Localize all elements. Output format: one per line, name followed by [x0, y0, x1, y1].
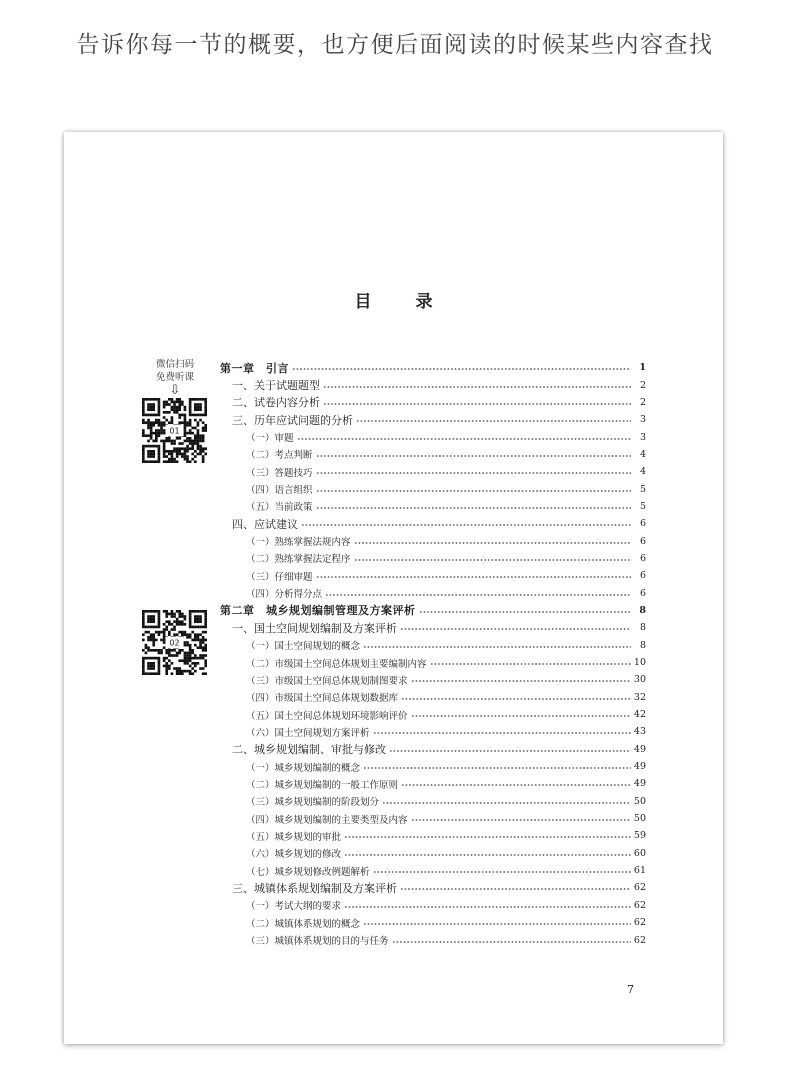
dot-leader	[400, 888, 631, 890]
toc-entry-title: 二、城乡规划编制、审批与修改	[232, 743, 386, 757]
qr-block-1	[142, 358, 208, 463]
toc-subsection-row[interactable]	[220, 550, 646, 567]
toc-entry-title: 二、试卷内容分析	[232, 396, 320, 410]
toc-section-row[interactable]	[220, 619, 646, 636]
toc-entry-title: 四、应试建议	[232, 517, 298, 531]
toc-entry-title: 三、历年应试问题的分析	[232, 413, 353, 427]
book-page	[64, 132, 723, 1044]
toc-section-row[interactable]	[220, 411, 646, 428]
toc-section-row[interactable]	[220, 394, 646, 411]
toc-entry-page: 49	[633, 778, 646, 790]
toc-entry-title: （三）答题技巧	[246, 467, 313, 479]
toc-entry-page: 8	[639, 639, 646, 651]
qr-code-number: 02	[169, 638, 180, 648]
qr-code-number: 01	[169, 426, 180, 436]
toc-entry-title: （一）城乡规划编制的概念	[246, 762, 361, 774]
toc-entry-title: （二）市级国土空间总体规划主要编制内容	[246, 658, 427, 670]
toc-subsection-row[interactable]	[220, 931, 646, 948]
toc-entry-page: 5	[639, 500, 646, 512]
toc-subsection-row[interactable]	[220, 775, 646, 792]
toc-entry-title: （五）国土空间总体规划环境影响评价	[246, 710, 408, 722]
toc-entry-title: （二）考点判断	[246, 450, 313, 462]
toc-entry-page: 32	[633, 691, 646, 703]
toc-entry-title: （三）城镇体系规划的目的与任务	[246, 936, 389, 948]
toc-subsection-row[interactable]	[220, 689, 646, 706]
qr-code-1[interactable]	[142, 398, 208, 463]
dot-leader	[373, 732, 631, 734]
toc-subsection-row[interactable]	[220, 827, 646, 844]
toc-entry-page: 49	[633, 743, 646, 755]
dot-leader	[316, 507, 631, 509]
toc-entry-title: （二）熟练掌握法定程序	[246, 554, 351, 566]
toc-entry-page: 50	[633, 795, 646, 807]
dot-leader	[401, 784, 631, 786]
qr-code-2[interactable]	[142, 610, 208, 675]
toc-entry-page: 62	[633, 899, 646, 911]
dot-leader	[363, 646, 631, 648]
toc-entry-title: 一、关于试题题型	[232, 379, 320, 393]
toc-chapter-row[interactable]	[220, 359, 646, 376]
toc-entry-title: （一）考试大纲的要求	[246, 901, 342, 913]
toc-entry-page: 6	[639, 570, 646, 582]
banner-caption: 告诉你每一节的概要，也方便后面阅读的时候某些内容查找	[76, 32, 714, 58]
toc-subsection-row[interactable]	[220, 463, 646, 480]
toc-entry-title: （三）城乡规划编制的阶段划分	[246, 797, 380, 809]
toc-entry-title: （四）分析得分点	[246, 589, 323, 601]
toc-entry-page: 60	[633, 847, 646, 859]
toc-entry-page: 1	[639, 362, 646, 374]
toc-entry-title: 一、国土空间规划编制及方案评析	[232, 621, 397, 635]
toc-entry-page: 62	[633, 917, 646, 929]
toc-subsection-row[interactable]	[220, 637, 646, 654]
toc-entry-page: 4	[639, 466, 646, 478]
toc-entry-page: 3	[639, 414, 646, 426]
dot-leader	[323, 386, 631, 388]
toc-entry-title: （五）城乡规划的审批	[246, 831, 342, 843]
toc-section-row[interactable]	[220, 515, 646, 532]
dot-leader	[316, 455, 631, 457]
dot-leader	[316, 490, 631, 492]
toc-chapter-row[interactable]	[220, 602, 646, 619]
toc-entry-page: 6	[639, 552, 646, 564]
toc-entry-page: 8	[639, 604, 646, 616]
toc-subsection-row[interactable]	[220, 723, 646, 740]
dot-leader	[316, 472, 631, 474]
dot-leader	[356, 420, 631, 422]
toc-entry-page: 2	[639, 379, 646, 391]
dot-leader	[344, 836, 631, 838]
qr-caption-line1: 微信扫码	[155, 359, 194, 370]
toc-subsection-row[interactable]	[220, 810, 646, 827]
toc-subsection-row[interactable]	[220, 428, 646, 445]
dot-leader	[323, 403, 631, 405]
toc-subsection-row[interactable]	[220, 567, 646, 584]
dot-leader	[297, 438, 631, 440]
toc-subsection-row[interactable]	[220, 793, 646, 810]
toc-entry-page: 6	[639, 518, 646, 530]
toc-entry-page: 3	[639, 431, 646, 443]
toc-subsection-row[interactable]	[220, 498, 646, 515]
toc-entry-title: （二）城镇体系规划的概念	[246, 918, 361, 930]
dot-leader	[401, 698, 631, 700]
dot-leader	[316, 576, 631, 578]
toc-subsection-row[interactable]	[220, 845, 646, 862]
toc-entry-title: （六）城乡规划的修改	[246, 849, 342, 861]
toc-entry-title: 三、城镇体系规划编制及方案评析	[232, 881, 397, 895]
toc-entry-page: 8	[639, 622, 646, 634]
toc-subsection-row[interactable]	[220, 654, 646, 671]
toc-entry-page: 62	[633, 934, 646, 946]
toc-section-row[interactable]	[220, 741, 646, 758]
toc-section-row[interactable]	[220, 376, 646, 393]
toc-entry-page: 2	[639, 396, 646, 408]
toc-entry-title: 第二章 城乡规划编制管理及方案评析	[220, 604, 416, 618]
toc-subsection-row[interactable]	[220, 671, 646, 688]
toc-entry-page: 49	[633, 761, 646, 773]
toc-entry-page: 6	[639, 535, 646, 547]
toc-section-row[interactable]	[220, 879, 646, 896]
toc-entry-title: （六）国土空间规划方案评析	[246, 727, 370, 739]
dot-leader	[363, 923, 631, 925]
toc-entry-title: （一）审题	[246, 433, 294, 445]
dot-leader	[400, 628, 631, 630]
toc-subsection-row[interactable]	[220, 706, 646, 723]
toc-subsection-row[interactable]	[220, 758, 646, 775]
dot-leader	[411, 680, 631, 682]
toc-subsection-row[interactable]	[220, 914, 646, 931]
toc-entry-title: （二）城乡规划编制的一般工作原则	[246, 779, 399, 791]
dot-leader	[363, 767, 631, 769]
toc-subsection-row[interactable]	[220, 480, 646, 497]
dot-leader	[301, 524, 631, 526]
dot-leader	[411, 715, 631, 717]
toc-entry-page: 59	[633, 830, 646, 842]
dot-leader	[389, 750, 631, 752]
toc-subsection-row[interactable]	[220, 584, 646, 601]
toc-title: 目录	[354, 292, 477, 312]
dot-leader	[392, 941, 631, 943]
toc-entry-title: （一）国土空间规划的概念	[246, 641, 361, 653]
page-number: 7	[627, 983, 634, 996]
toc-entry-title: （四）语言组织	[246, 485, 313, 497]
toc-entry-page: 61	[633, 865, 646, 877]
toc-entry-title: （三）仔细审题	[246, 571, 313, 583]
dot-leader	[419, 611, 632, 613]
toc-entry-page: 50	[633, 813, 646, 825]
toc-entry-title: （四）城乡规划编制的主要类型及内容	[246, 814, 408, 826]
toc-entry-page: 10	[633, 657, 646, 669]
toc-entry-page: 4	[639, 448, 646, 460]
dot-leader	[430, 663, 631, 665]
toc-entry-title: （四）市级国土空间总体规划数据库	[246, 693, 399, 705]
toc-entry-title: （五）当前政策	[246, 502, 313, 514]
toc-subsection-row[interactable]	[220, 897, 646, 914]
dot-leader	[292, 368, 631, 370]
dot-leader	[325, 594, 631, 596]
toc-subsection-row[interactable]	[220, 446, 646, 463]
toc-entry-page: 62	[633, 882, 646, 894]
toc-entry-page: 6	[639, 587, 646, 599]
toc-entry-title: （七）城乡规划修改例题解析	[246, 866, 370, 878]
toc-subsection-row[interactable]	[220, 532, 646, 549]
dot-leader	[344, 854, 631, 856]
dot-leader	[344, 906, 631, 908]
qr-block-2	[142, 610, 208, 675]
toc-entry-page: 43	[633, 726, 646, 738]
dot-leader	[382, 802, 631, 804]
dot-leader	[411, 819, 631, 821]
toc-entry-page: 42	[633, 709, 646, 721]
dot-leader	[354, 559, 631, 561]
toc-entry-page: 5	[639, 483, 646, 495]
dot-leader	[354, 542, 631, 544]
down-arrow-icon: ⇩	[169, 383, 181, 398]
toc-entry-title: （一）熟练掌握法规内容	[246, 537, 351, 549]
toc-entry-title: 第一章 引言	[220, 361, 289, 375]
toc-subsection-row[interactable]	[220, 862, 646, 879]
toc-entry-page: 30	[633, 674, 646, 686]
dot-leader	[373, 871, 631, 873]
table-of-contents	[220, 359, 646, 949]
qr-caption-line2: 免费听课	[155, 372, 194, 383]
toc-entry-title: （三）市级国土空间总体规划制图要求	[246, 675, 408, 687]
